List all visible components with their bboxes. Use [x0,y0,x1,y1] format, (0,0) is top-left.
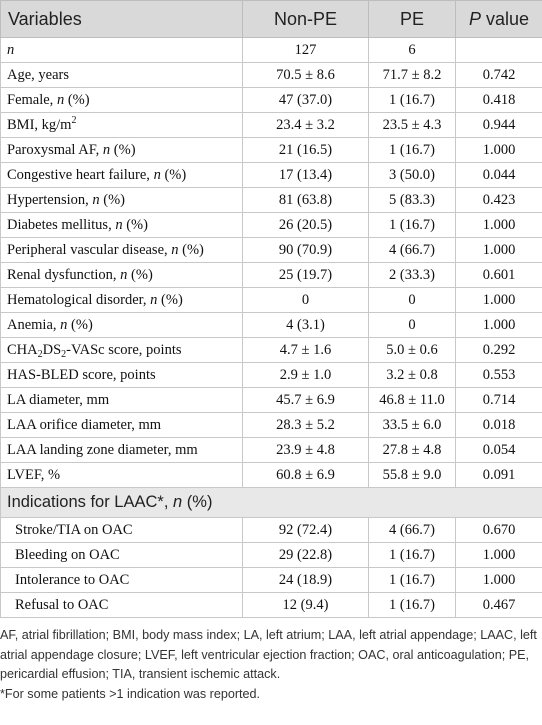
table-row [1,188,542,213]
header-pe: PE [369,1,456,38]
header-p-value [456,1,542,38]
pe-cell: 6 [369,38,456,63]
table-row [1,38,542,63]
table-row [1,568,542,593]
non-pe-cell: 26 (20.5) [243,213,369,238]
table-row [1,163,542,188]
header-p-rest: value [480,8,530,29]
pe-cell: 1 (16.7) [369,88,456,113]
pe-cell: 1 (16.7) [369,543,456,568]
table-row [1,388,542,413]
variable-cell: Stroke/TIA on OAC [1,518,243,543]
p-value-cell: 0.670 [456,518,542,543]
table-row [1,363,542,388]
p-value-cell: 1.000 [456,543,542,568]
table-row [1,413,542,438]
non-pe-cell: 60.8 ± 6.9 [243,463,369,488]
p-value-cell: 0.714 [456,388,542,413]
non-pe-cell: 23.9 ± 4.8 [243,438,369,463]
variable-cell: LA diameter, mm [1,388,243,413]
p-value-cell: 0.944 [456,113,542,138]
non-pe-cell: 92 (72.4) [243,518,369,543]
header-p-italic: P [468,8,481,29]
table-row [1,213,542,238]
non-pe-cell: 25 (19.7) [243,263,369,288]
p-value-cell: 0.091 [456,463,542,488]
p-value-cell: 0.418 [456,88,542,113]
variable-cell: Paroxysmal AF, n (%) [1,138,243,163]
table-row [1,593,542,618]
table-row [1,138,542,163]
p-value-cell: 0.553 [456,363,542,388]
table-row [1,238,542,263]
non-pe-cell: 21 (16.5) [243,138,369,163]
variable-cell: $CHA_2DS_2$-VASc score, points [1,338,243,363]
p-value-cell: 1.000 [456,568,542,593]
non-pe-cell: 12 (9.4) [243,593,369,618]
table-row [1,263,542,288]
variable-cell: Diabetes mellitus, n (%) [1,213,243,238]
non-pe-cell: 47 (37.0) [243,88,369,113]
non-pe-cell: 127 [243,38,369,63]
table-row [1,543,542,568]
non-pe-cell: 90 (70.9) [243,238,369,263]
p-value-cell: 1.000 [456,238,542,263]
p-value-cell: 0.423 [456,188,542,213]
p-value-cell: 1.000 [456,313,542,338]
pe-cell: 1 (16.7) [369,568,456,593]
p-value-cell: 0.742 [456,63,542,88]
variable-cell: Congestive heart failure, n (%) [1,163,243,188]
pe-cell: 27.8 ± 4.8 [369,438,456,463]
pe-cell: 3.2 ± 0.8 [369,363,456,388]
section-row-indications [1,488,542,518]
pe-cell: 5 (83.3) [369,188,456,213]
variable-cell: n [1,38,243,63]
pe-cell: 5.0 ± 0.6 [369,338,456,363]
non-pe-cell: 23.4 ± 3.2 [243,113,369,138]
pe-cell: 71.7 ± 8.2 [369,63,456,88]
variable-cell: Anemia, n (%) [1,313,243,338]
variable-cell: Refusal to OAC [1,593,243,618]
p-value-cell: 0.467 [456,593,542,618]
non-pe-cell: 4 (3.1) [243,313,369,338]
p-value-cell: 0.018 [456,413,542,438]
non-pe-cell: 24 (18.9) [243,568,369,593]
pe-cell: 4 (66.7) [369,518,456,543]
variable-cell: BMI, $kg/m^2$ [1,113,243,138]
variable-cell: Hematological disorder, n (%) [1,288,243,313]
p-value-cell: 0.044 [456,163,542,188]
variable-cell: Female, n (%) [1,88,243,113]
non-pe-cell: 4.7 ± 1.6 [243,338,369,363]
non-pe-cell: 17 (13.4) [243,163,369,188]
pe-cell: 1 (16.7) [369,213,456,238]
non-pe-cell: 0 [243,288,369,313]
pe-cell: 46.8 ± 11.0 [369,388,456,413]
variable-cell: Renal dysfunction, n (%) [1,263,243,288]
pe-cell: 1 (16.7) [369,593,456,618]
table-row [1,63,542,88]
table-row [1,313,542,338]
variable-cell: Age, years [1,63,243,88]
p-value-cell: 0.054 [456,438,542,463]
pe-cell: 3 (50.0) [369,163,456,188]
pe-cell: 33.5 ± 6.0 [369,413,456,438]
variable-cell: Peripheral vascular disease, n (%) [1,238,243,263]
variable-cell: LAA orifice diameter, mm [1,413,243,438]
p-value-cell: 1.000 [456,213,542,238]
header-variables: Variables [1,1,243,38]
non-pe-cell: 81 (63.8) [243,188,369,213]
p-value-cell: 0.601 [456,263,542,288]
non-pe-cell: 45.7 ± 6.9 [243,388,369,413]
pe-cell: 0 [369,288,456,313]
variable-cell: LVEF, % [1,463,243,488]
table-row [1,288,542,313]
variable-cell: LAA landing zone diameter, mm [1,438,243,463]
non-pe-cell: 28.3 ± 5.2 [243,413,369,438]
p-value-cell: 1.000 [456,138,542,163]
footnote-abbreviations: AF, atrial fibrillation; BMI, body mass index; LA, left atrium; LAA, left atrial appendage; LAAC, left atrial appendage closure; LVEF, left ventricular ejection fraction; OAC, oral anticoagulation; PE, pericardial effusion; TIA, transient ischemic attack. [0,628,537,681]
non-pe-cell: 2.9 ± 1.0 [243,363,369,388]
p-value-cell [456,38,542,63]
pe-cell: 0 [369,313,456,338]
non-pe-cell: 29 (22.8) [243,543,369,568]
pe-cell: 23.5 ± 4.3 [369,113,456,138]
pe-cell: 55.8 ± 9.0 [369,463,456,488]
table-row [1,518,542,543]
pe-cell: 2 (33.3) [369,263,456,288]
variable-cell: Intolerance to OAC [1,568,243,593]
table-footnotes [0,618,538,704]
non-pe-cell: 70.5 ± 8.6 [243,63,369,88]
section-label: Indications for LAAC*, n (%) [1,488,542,518]
table-row [1,113,542,138]
p-value-cell: 0.292 [456,338,542,363]
header-row [1,1,542,38]
table-row [1,438,542,463]
table-row [1,338,542,363]
table-row [1,463,542,488]
footnote-asterisk: *For some patients >1 indication was reported. [0,686,261,701]
pe-cell: 1 (16.7) [369,138,456,163]
table-row [1,88,542,113]
header-non-pe: Non-PE [243,1,369,38]
variable-cell: Bleeding on OAC [1,543,243,568]
variable-cell: HAS-BLED score, points [1,363,243,388]
variable-cell: Hypertension, n (%) [1,188,243,213]
pe-cell: 4 (66.7) [369,238,456,263]
p-value-cell: 1.000 [456,288,542,313]
